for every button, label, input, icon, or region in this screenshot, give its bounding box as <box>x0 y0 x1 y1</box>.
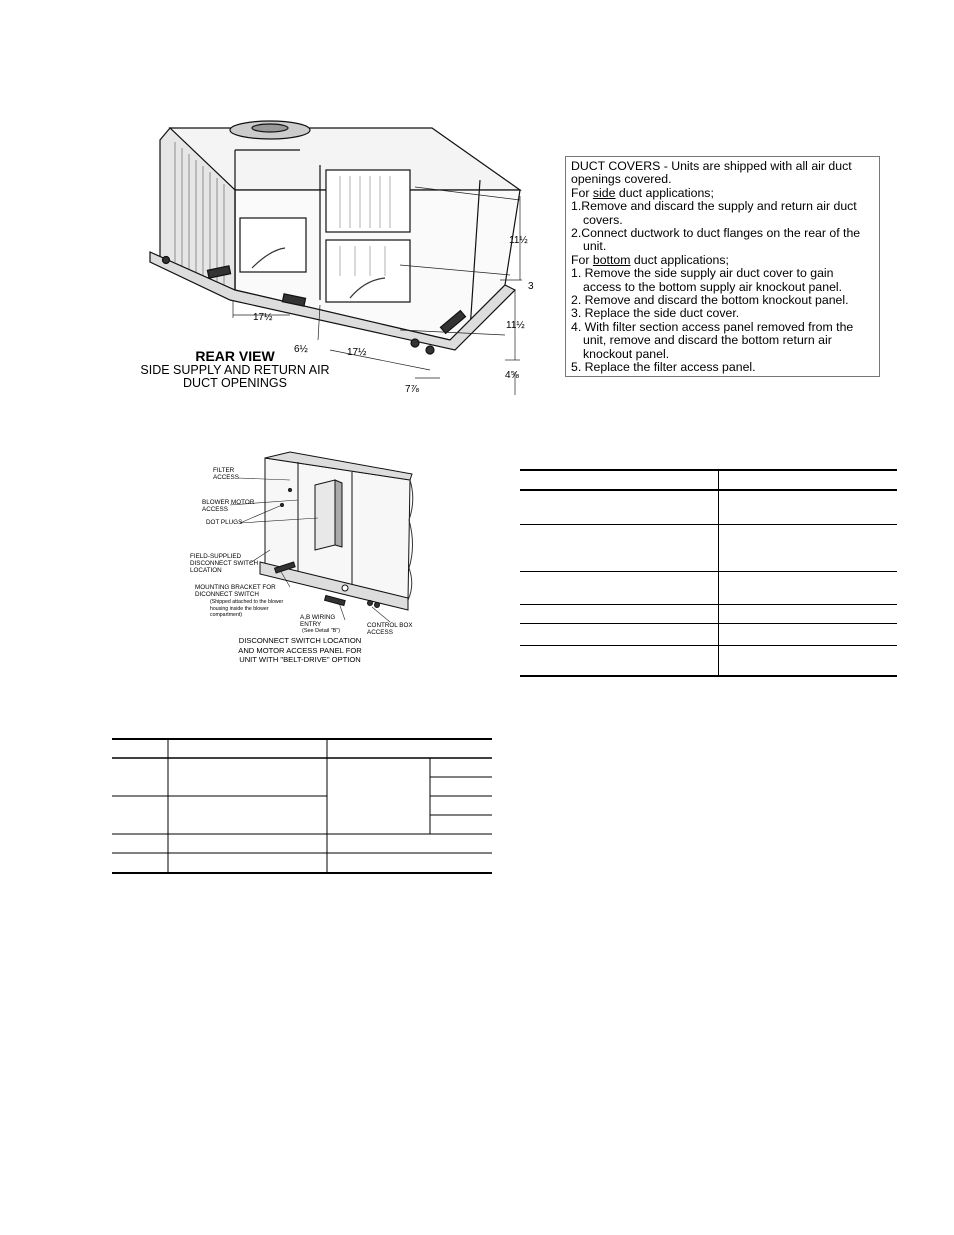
right-table <box>520 469 897 677</box>
dim-17-5-right: 17½ <box>347 347 367 358</box>
table-row <box>520 604 897 623</box>
rear-view-title: REAR VIEW <box>195 348 275 364</box>
dim-11-5-top: 11½ <box>509 235 528 246</box>
bottom-step-4: 4. With filter section access panel removed from the unit, remove and discard the bottom return air knockout panel. <box>571 319 854 361</box>
table-row <box>520 571 897 604</box>
disconnect-box <box>315 480 335 550</box>
rear-view-caption <box>130 350 340 391</box>
table-row <box>520 470 897 490</box>
disconnect-caption-3: UNIT WITH "BELT-DRIVE" OPTION <box>239 655 361 664</box>
dim-17-5-left: 17½ <box>253 312 273 323</box>
label-shipped-note: (Shipped attached to the blower housing inside the blower compartment) <box>210 599 284 618</box>
rear-view-subtitle-2: DUCT OPENINGS <box>183 376 287 390</box>
label-wiring-entry: A,B WIRING ENTRY <box>300 614 336 628</box>
bottom-step-1: 1. Remove the side supply air duct cover to gain access to the bottom supply air knockout panel. <box>571 266 843 294</box>
side-step-2: 2.Connect ductwork to duct flanges on the rear of the unit. <box>571 226 861 254</box>
dim-4-5-8: 4⅝ <box>505 370 519 381</box>
table-row <box>520 645 897 676</box>
duct-covers-box <box>565 156 880 377</box>
side-step-1: 1.Remove and discard the supply and return air duct covers. <box>571 199 857 227</box>
bottom-step-2: 2. Remove and discard the bottom knockout panel. <box>571 293 849 308</box>
side-intro: For side duct applications; <box>571 185 714 200</box>
disconnect-caption <box>215 636 385 665</box>
return-opening-lower <box>326 240 410 302</box>
return-opening-upper <box>326 170 410 232</box>
label-blower-motor-access: BLOWER MOTOR ACCESS <box>202 499 255 513</box>
supply-opening <box>240 218 306 272</box>
dim-11-5-bottom: 11½ <box>506 320 525 331</box>
table-row <box>520 623 897 645</box>
bottom-step-5: 5. Replace the filter access panel. <box>571 360 756 375</box>
disconnect-caption-2: AND MOTOR ACCESS PANEL FOR <box>238 645 362 655</box>
side-word: side <box>592 185 616 200</box>
table-row <box>520 524 897 571</box>
left-table <box>112 738 492 874</box>
bottom-intro: For bottom duct applications; <box>571 252 729 267</box>
label-control-box: CONTROL BOX ACCESS <box>367 622 413 636</box>
label-filter-access: FILTER ACCESS <box>213 467 239 481</box>
label-dot-plugs: DOT PLUGS <box>206 519 243 526</box>
table-row <box>520 490 897 524</box>
dim-3: 3 <box>528 281 534 292</box>
duct-covers-heading: DUCT COVERS - Units are shipped with all air duct openings covered. <box>571 159 852 187</box>
label-see-detail: (See Detail "B") <box>302 628 341 634</box>
bottom-step-3: 3. Replace the side duct cover. <box>571 306 740 321</box>
rear-view-subtitle-1: SIDE SUPPLY AND RETURN AIR <box>140 362 330 377</box>
bottom-word: bottom <box>592 252 631 267</box>
disconnect-caption-1: DISCONNECT SWITCH LOCATION <box>238 636 362 645</box>
label-mounting-bracket: MOUNTING BRACKET FOR DICONNECT SWITCH <box>195 584 276 598</box>
label-field-supplied: FIELD-SUPPLIED DISCONNECT SWITCH LOCATION <box>190 553 259 574</box>
left-table-rules <box>112 738 492 874</box>
dim-7-7-8: 7⅞ <box>405 384 419 395</box>
dim-6-5: 6½ <box>294 344 308 355</box>
